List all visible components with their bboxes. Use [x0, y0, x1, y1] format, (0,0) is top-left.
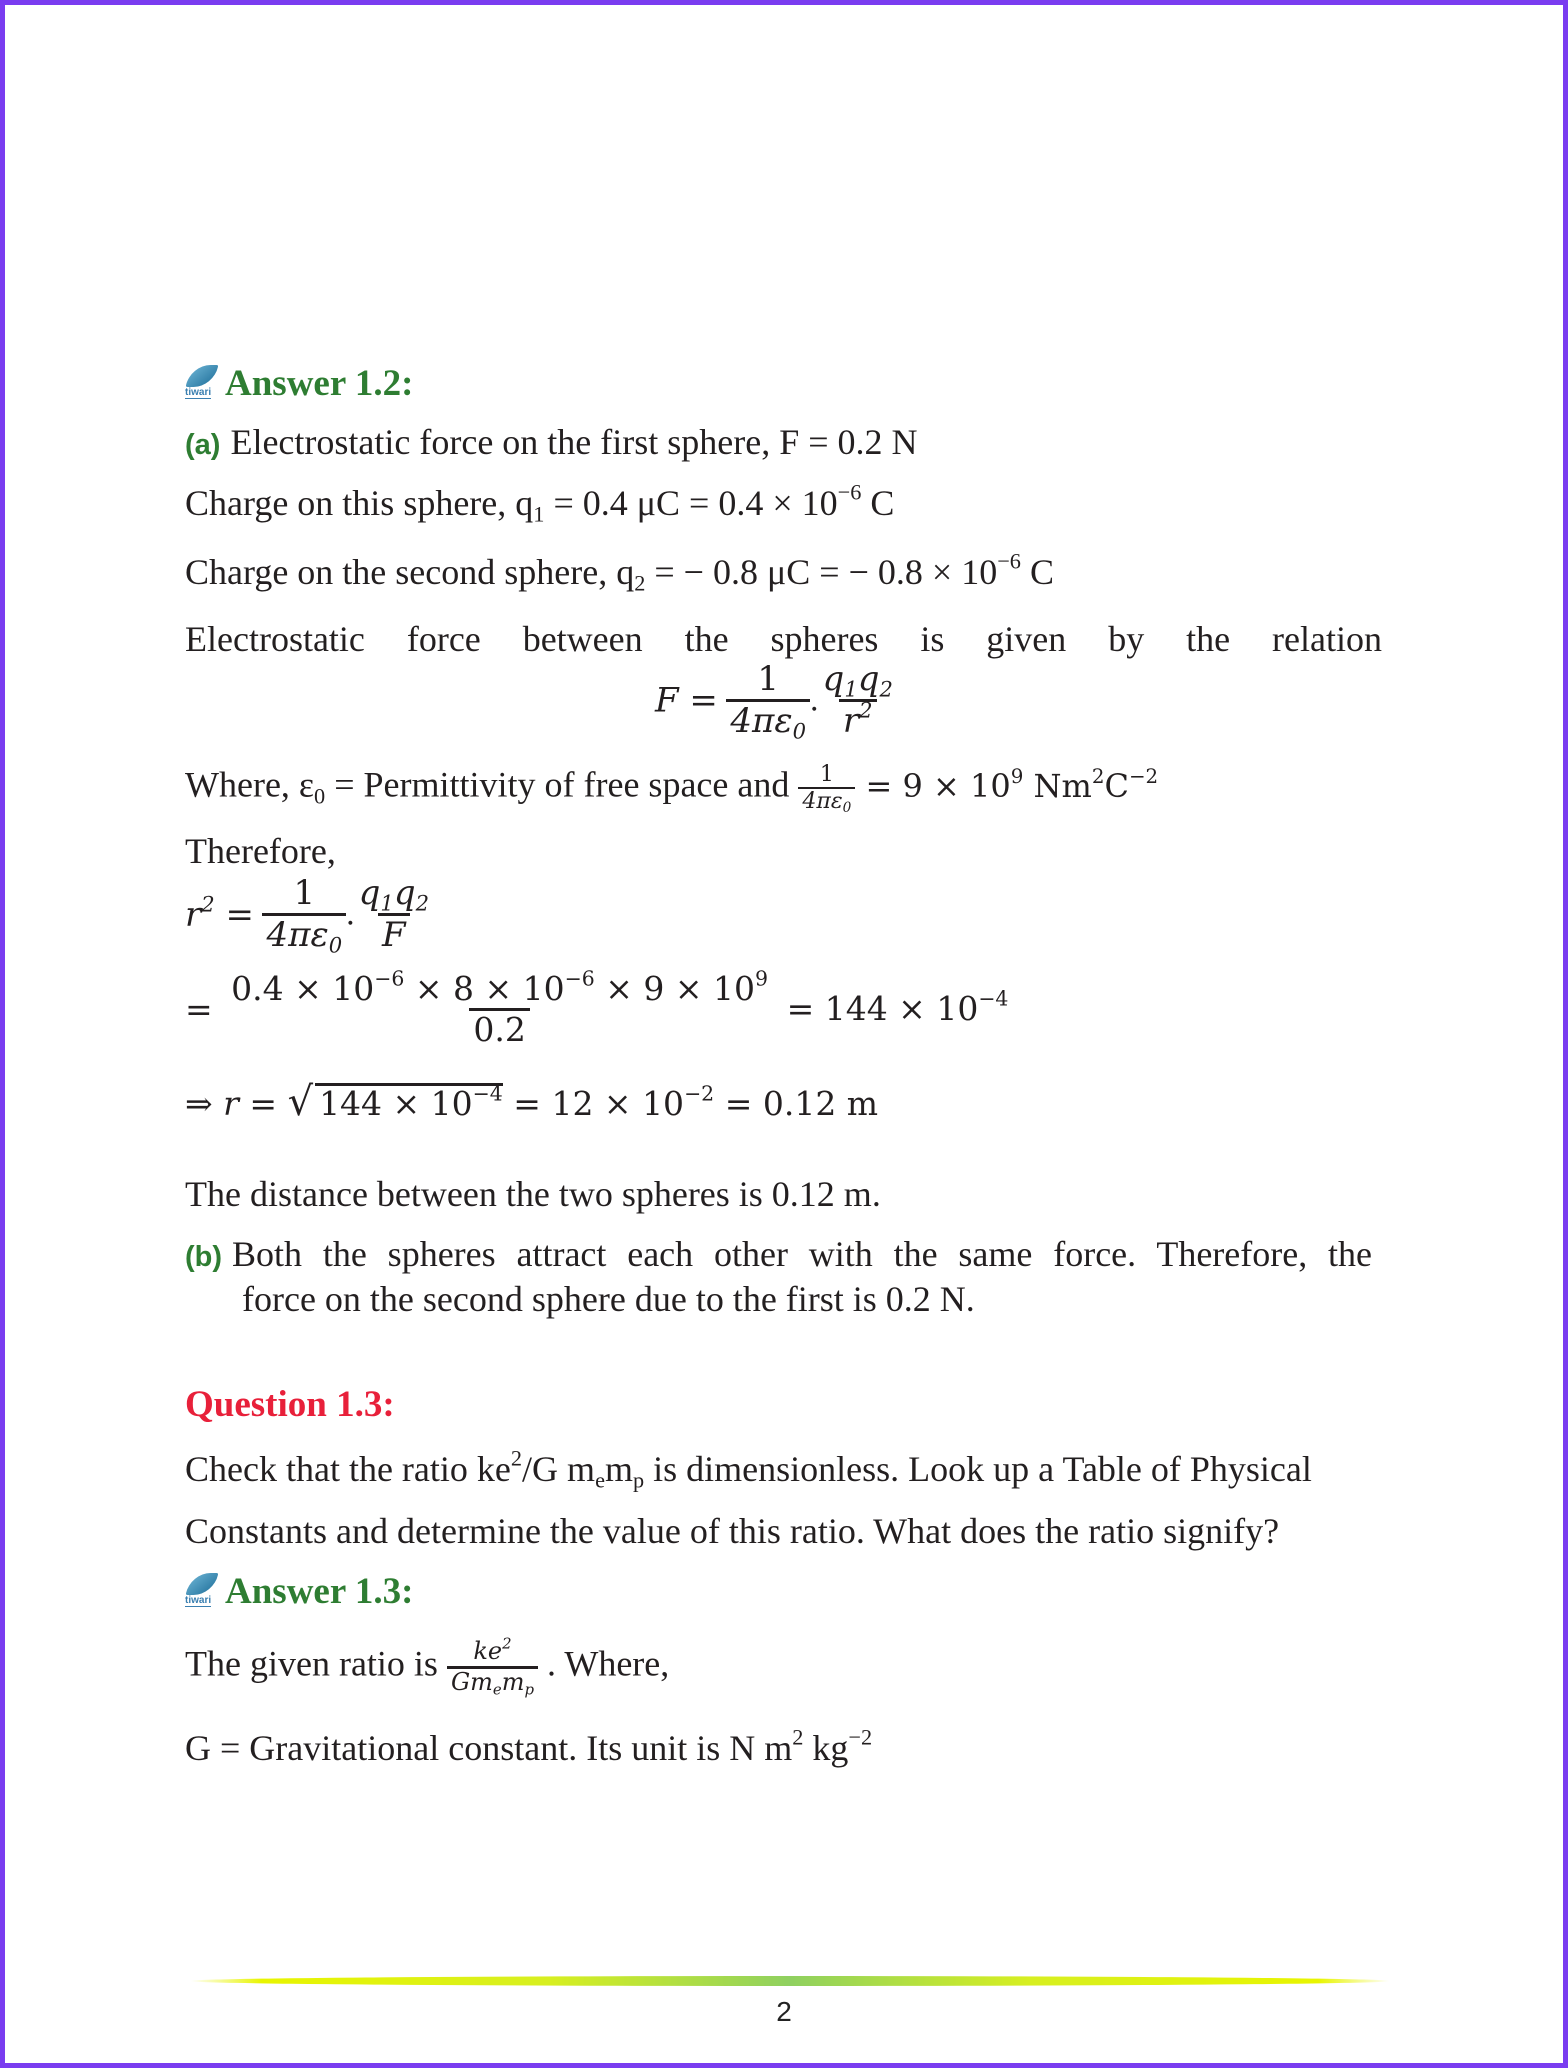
question-1-3-heading: Question 1.3: [185, 1384, 395, 1425]
part-a-line [185, 420, 918, 467]
part-b-continuation: force on the second sphere due to the first is 0.2 N. [242, 1279, 975, 1319]
part-b-line [185, 1232, 1372, 1279]
line-a-text: Electrostatic force on the first sphere, F = 0.2 N [230, 422, 918, 462]
question-line-2: Constants and determine the value of this ratio. What does the ratio signify? [185, 1511, 1280, 1551]
part-b-label: (b) [185, 1241, 223, 1273]
charge-q2-line: Charge on the second sphere, $q_2$ = − 0.8 μC = − $0.8 \times 10^{-6}$ C [185, 548, 1054, 596]
therefore-label: Therefore, [185, 831, 336, 871]
ratio-line: The given ratio is $\frac{ke^2}{Gm_em_p}$ . Where, [185, 1634, 670, 1699]
heading-text: Answer 1.3: [225, 1571, 414, 1612]
line-b1-text: Both the spheres attract each other with the same force. Therefore, the [232, 1234, 1373, 1274]
coulomb-formula: F = $\frac{1}{4\pi\varepsilon_0}$ . $\frac{q_1q_2}{r^2}$ [655, 659, 893, 744]
square-root-line: ⇒ r = √ $144 \times 10^{-4} = 12 \times 10^{-2} = 0.12$ m [185, 1079, 879, 1125]
calculation-fraction: = $\frac{0.4 \times 10^{-6} \times 8 \times 10^{-6} \times 9 \times 10^9}{0.2}$ = $144 \times 10^{-4}$ [185, 966, 1009, 1049]
answer-1-3-heading [185, 1570, 413, 1614]
tiwari-logo-icon: tiwari [185, 365, 219, 399]
page-number: 2 [776, 1996, 792, 2027]
permittivity-line: Where, $\varepsilon_0$ = Permittivity of free space and $\frac{1}{4\pi\varepsilon_0}$ = $9 \times 10^9$ $Nm^2C^{-2}$ [185, 762, 1159, 817]
r-squared-formula: $r^2$ = $\frac{1}{4\pi\varepsilon_0}$ . $\frac{q_1q_2}{F}$ [185, 873, 430, 958]
question-line-1: Check that the ratio $ke^2/G$ $m_em_p$ is dimensionless. Look up a Table of Physical [185, 1445, 1312, 1493]
answer-1-2-heading [185, 362, 413, 406]
tiwari-logo-icon: tiwari [185, 1573, 219, 1607]
charge-q1-line: Charge on this sphere, $q_1 = 0.4$ $\mu C = 0.4 \times 10^{-6}$ C [185, 479, 895, 527]
gravitational-constant-line: G = Gravitational constant. Its unit is N $m^2$ $kg^{-2}$ [185, 1724, 873, 1768]
relation-line: Electrostatic force between the spheres is given by the relation [185, 619, 1382, 659]
distance-conclusion: The distance between the two spheres is 0.12 m. [185, 1174, 881, 1214]
footer-divider [190, 1976, 1390, 1986]
heading-text: Answer 1.2: [225, 363, 414, 404]
part-a-label: (a) [185, 429, 221, 461]
